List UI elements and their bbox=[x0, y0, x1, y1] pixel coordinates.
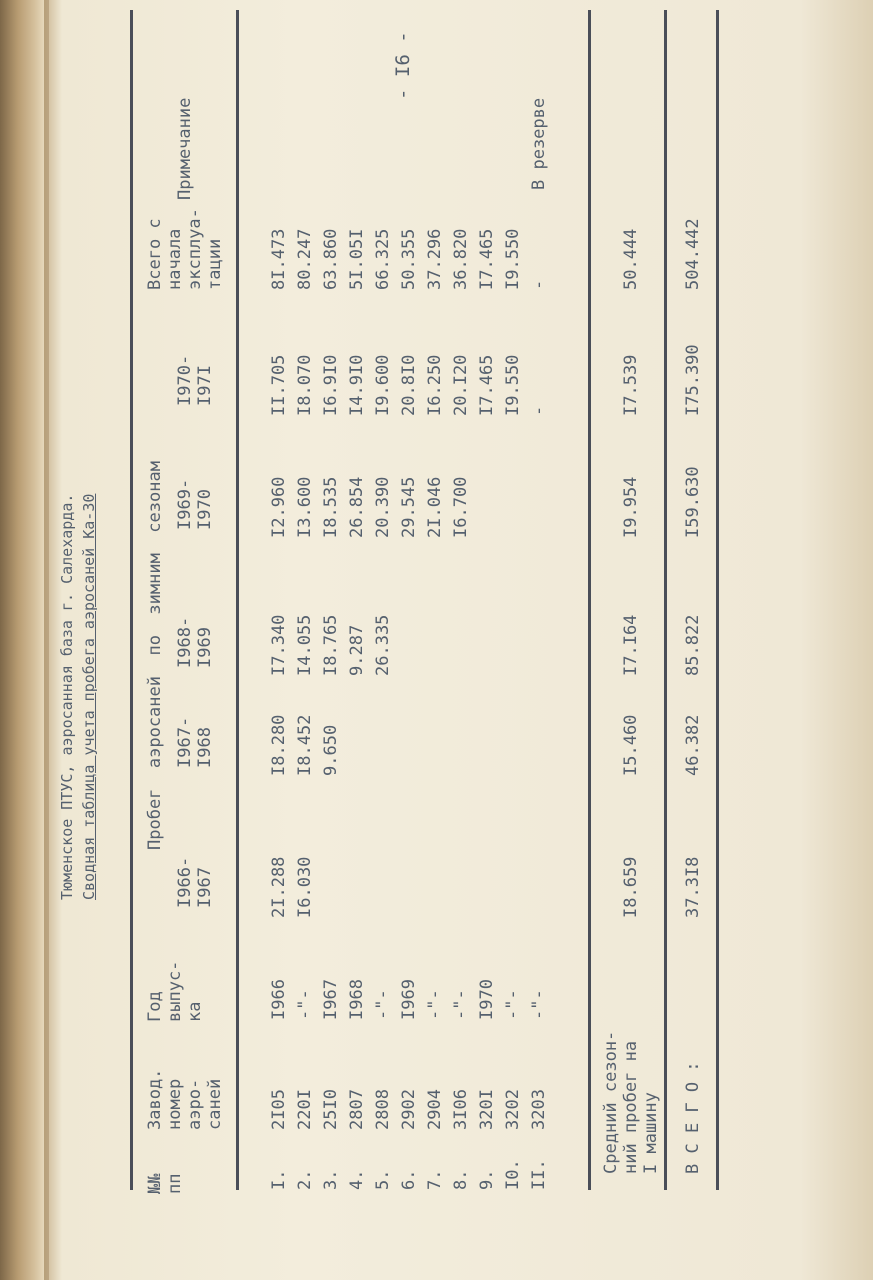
average-total: 50.444 bbox=[621, 228, 641, 290]
header-factory-3: аэро- bbox=[185, 1078, 205, 1130]
total-top-rule bbox=[664, 10, 667, 1190]
season-1970-1971: 20.I20 bbox=[451, 354, 471, 416]
row-number: 4. bbox=[347, 1169, 367, 1190]
factory-number: 3I06 bbox=[451, 1089, 471, 1130]
header-season-4-a: I969- bbox=[175, 478, 195, 530]
row-number: 8. bbox=[451, 1169, 471, 1190]
release-year: -"- bbox=[451, 989, 471, 1020]
season-1969-1970: I8.535 bbox=[321, 476, 341, 538]
season-1970-1971: I6.250 bbox=[425, 354, 445, 416]
row-total: 66.325 bbox=[373, 228, 393, 290]
header-total-1: Всего с bbox=[145, 218, 165, 290]
row-number: 2. bbox=[295, 1169, 315, 1190]
header-no-1: №№ bbox=[145, 1173, 165, 1194]
factory-number: 220I bbox=[295, 1089, 315, 1130]
season-1967-1968: I8.280 bbox=[269, 714, 289, 776]
season-1968-1969: I4.055 bbox=[295, 614, 315, 676]
season-1968-1969: 26.335 bbox=[373, 614, 393, 676]
season-1968-1969: I8.765 bbox=[321, 614, 341, 676]
header-mileage-group: Пробег аэросаней по зимним сезонам bbox=[145, 461, 165, 850]
average-label-2: ний пробег на bbox=[621, 1040, 641, 1174]
body-bottom-rule bbox=[588, 10, 591, 1190]
release-year: I966 bbox=[269, 979, 289, 1020]
header-season-3-a: I968- bbox=[175, 616, 195, 668]
season-1970-1971: I6.9I0 bbox=[321, 354, 341, 416]
season-1969-1970: 29.545 bbox=[399, 476, 419, 538]
row-total: I7.465 bbox=[477, 228, 497, 290]
release-year: -"- bbox=[373, 989, 393, 1020]
header-season-5-a: I970- bbox=[175, 354, 195, 406]
season-1970-1971: 20.8I0 bbox=[399, 354, 419, 416]
factory-number: 2808 bbox=[373, 1089, 393, 1130]
average-season-4: I9.954 bbox=[621, 476, 641, 538]
header-no-2: пп bbox=[165, 1173, 185, 1194]
row-note: В резерве bbox=[529, 97, 549, 190]
season-1969-1970: I2.960 bbox=[269, 476, 289, 538]
header-factory-4: саней bbox=[205, 1078, 225, 1130]
season-1966-1967: I6.030 bbox=[295, 856, 315, 918]
row-total: 5I.05I bbox=[347, 228, 367, 290]
header-line-1: Тюменское ПТУС, аэросанная база г. Салехарда. bbox=[58, 493, 76, 900]
season-1969-1970: I3.600 bbox=[295, 476, 315, 538]
header-season-5-b: I97I bbox=[195, 365, 215, 406]
season-1970-1971: I9.550 bbox=[503, 354, 523, 416]
row-number: 9. bbox=[477, 1169, 497, 1190]
average-season-3: I7.I64 bbox=[621, 614, 641, 676]
row-number: 6. bbox=[399, 1169, 419, 1190]
factory-number: 25I0 bbox=[321, 1089, 341, 1130]
row-total: I9.550 bbox=[503, 228, 523, 290]
row-number: II. bbox=[529, 1159, 549, 1190]
release-year: I969 bbox=[399, 979, 419, 1020]
season-1966-1967: 2I.288 bbox=[269, 856, 289, 918]
header-total-2: начала bbox=[165, 228, 185, 290]
average-label-1: Средний сезон- bbox=[601, 1030, 621, 1174]
average-season-5: I7.539 bbox=[621, 354, 641, 416]
header-season-1-b: I967 bbox=[195, 867, 215, 908]
grand-total-season-3: 85.822 bbox=[683, 614, 703, 676]
season-1968-1969: I7.340 bbox=[269, 614, 289, 676]
season-1970-1971: I4.9I0 bbox=[347, 354, 367, 416]
header-line-2: Сводная таблица учета пробега аэросаней Ка-30 bbox=[80, 493, 98, 900]
release-year: I967 bbox=[321, 979, 341, 1020]
row-total: 37.296 bbox=[425, 228, 445, 290]
release-year: -"- bbox=[503, 989, 523, 1020]
factory-number: 2904 bbox=[425, 1089, 445, 1130]
season-1970-1971: I7.465 bbox=[477, 354, 497, 416]
factory-number: 3202 bbox=[503, 1089, 523, 1130]
grand-total-season-1: 37.3I8 bbox=[683, 856, 703, 918]
top-rule bbox=[130, 10, 133, 1190]
season-1968-1969: 9.287 bbox=[347, 624, 367, 676]
factory-number: 2807 bbox=[347, 1089, 367, 1130]
header-note: Примечание bbox=[175, 97, 195, 200]
factory-number: 3203 bbox=[529, 1089, 549, 1130]
header-season-2-b: I968 bbox=[195, 727, 215, 768]
average-season-2: I5.460 bbox=[621, 714, 641, 776]
season-1970-1971: - bbox=[529, 405, 549, 416]
row-number: 5. bbox=[373, 1169, 393, 1190]
row-number: 3. bbox=[321, 1169, 341, 1190]
total-bottom-rule bbox=[716, 10, 719, 1190]
row-total: 8I.473 bbox=[269, 228, 289, 290]
header-season-1-a: I966- bbox=[175, 856, 195, 908]
release-year: -"- bbox=[529, 989, 549, 1020]
row-total: 63.860 bbox=[321, 228, 341, 290]
header-year-2: выпус- bbox=[165, 960, 185, 1022]
header-year-1: Год bbox=[145, 991, 165, 1022]
average-label-3: I машину bbox=[641, 1092, 661, 1174]
header-season-2-a: I967- bbox=[175, 716, 195, 768]
release-year: I970 bbox=[477, 979, 497, 1020]
season-1970-1971: I8.070 bbox=[295, 354, 315, 416]
header-factory-1: Завод. bbox=[145, 1068, 165, 1130]
page-number: - I6 - bbox=[392, 31, 414, 100]
row-number: I0. bbox=[503, 1159, 523, 1190]
header-factory-2: номер bbox=[165, 1078, 185, 1130]
header-total-4: тации bbox=[205, 238, 225, 290]
factory-number: 2902 bbox=[399, 1089, 419, 1130]
row-number: 7. bbox=[425, 1169, 445, 1190]
row-total: 50.355 bbox=[399, 228, 419, 290]
header-total-3: эксплуа- bbox=[185, 208, 205, 290]
season-1970-1971: II.705 bbox=[269, 354, 289, 416]
average-season-1: I8.659 bbox=[621, 856, 641, 918]
factory-number: 2I05 bbox=[269, 1089, 289, 1130]
release-year: I968 bbox=[347, 979, 367, 1020]
season-1969-1970: 20.390 bbox=[373, 476, 393, 538]
season-1969-1970: I6.700 bbox=[451, 476, 471, 538]
grand-total-season-2: 46.382 bbox=[683, 714, 703, 776]
release-year: -"- bbox=[295, 989, 315, 1020]
season-1970-1971: I9.600 bbox=[373, 354, 393, 416]
row-total: 36.820 bbox=[451, 228, 471, 290]
row-total: - bbox=[529, 279, 549, 290]
season-1967-1968: 9.650 bbox=[321, 724, 341, 776]
factory-number: 320I bbox=[477, 1089, 497, 1130]
row-total: 80.247 bbox=[295, 228, 315, 290]
season-1969-1970: 2I.046 bbox=[425, 476, 445, 538]
row-number: I. bbox=[269, 1169, 289, 1190]
season-1967-1968: I8.452 bbox=[295, 714, 315, 776]
header-bottom-rule bbox=[236, 10, 239, 1190]
grand-total-label: В С Е Г О : bbox=[683, 1061, 703, 1174]
grand-total-season-5: I75.390 bbox=[683, 344, 703, 416]
header-year-3: ка bbox=[185, 1001, 205, 1022]
grand-total-season-4: I59.630 bbox=[683, 466, 703, 538]
header-season-3-b: I969 bbox=[195, 627, 215, 668]
grand-total-total: 504.442 bbox=[683, 218, 703, 290]
release-year: -"- bbox=[425, 989, 445, 1020]
header-season-4-b: I970 bbox=[195, 489, 215, 530]
season-1969-1970: 26.854 bbox=[347, 476, 367, 538]
